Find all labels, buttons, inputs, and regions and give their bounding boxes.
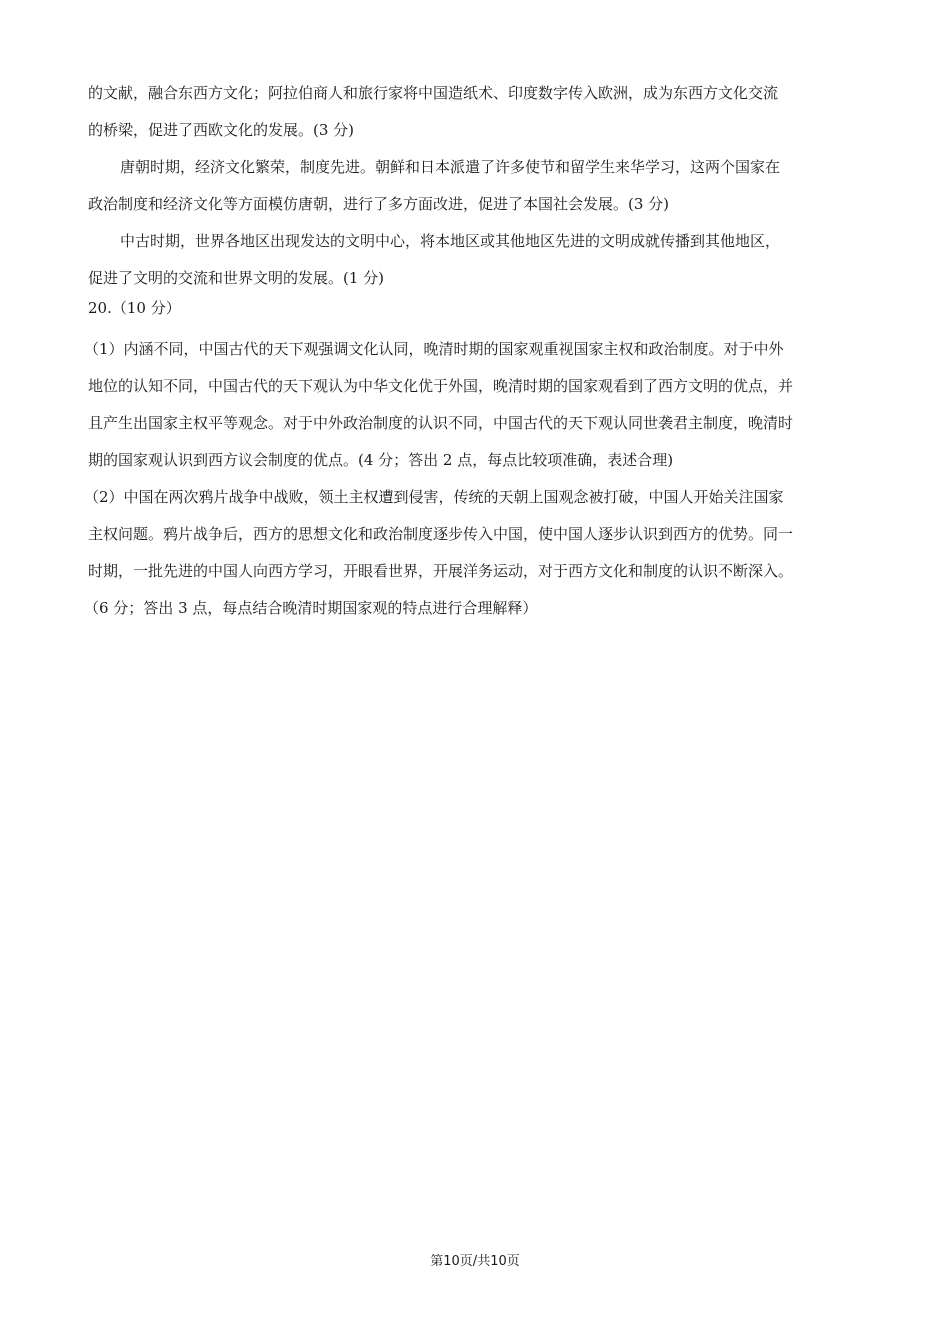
page-number: 第10页/共10页 (430, 1254, 520, 1269)
text-line: 地位的认知不同，中国古代的天下观认为中华文化优于外国，晚清时期的国家观看到了西方文明的优点，并 (88, 377, 794, 395)
text-line: 政治制度和经济文化等方面模仿唐朝，进行了多方面改进，促进了本国社会发展。(3 分) (88, 195, 670, 213)
answer-part-2: （2）中国在两次鸦片战争中战败，领土主权遭到侵害，传统的天朝上国观念被打破，中国人开始关注国家 (84, 488, 784, 506)
text-line: 主权问题。鸦片战争后，西方的思想文化和政治制度逐步传入中国，使中国人逐步认识到西方的优势。同一 (88, 525, 794, 543)
paragraph-start: 中古时期，世界各地区出现发达的文明中心，将本地区或其他地区先进的文明成就传播到其他地区， (120, 232, 781, 250)
text-line: 且产生出国家主权平等观念。对于中外政治制度的认识不同，中国古代的天下观认同世袭君主制度，晚清时 (88, 414, 794, 432)
text-line: 期的国家观认识到西方议会制度的优点。(4 分；答出 2 点，每点比较项准确，表述合理) (88, 451, 674, 469)
paragraph-start: 唐朝时期，经济文化繁荣，制度先进。朝鲜和日本派遣了许多使节和留学生来华学习，这两个国家在 (120, 158, 781, 176)
question-heading: 20.（10 分） (88, 299, 181, 317)
text-line: （6 分；答出 3 点，每点结合晚清时期国家观的特点进行合理解释） (84, 599, 538, 617)
text-line: 的文献，融合东西方文化；阿拉伯商人和旅行家将中国造纸术、印度数字传入欧洲，成为东西方文化交流 (88, 84, 779, 102)
text-line: 促进了文明的交流和世界文明的发展。(1 分) (88, 269, 385, 287)
answer-part-1: （1）内涵不同，中国古代的天下观强调文化认同，晚清时期的国家观重视国家主权和政治制度。对于中外 (84, 340, 784, 358)
text-line: 时期，一批先进的中国人向西方学习，开眼看世界，开展洋务运动，对于西方文化和制度的认识不断深入。 (88, 562, 794, 580)
text-line: 的桥梁，促进了西欧文化的发展。(3 分) (88, 121, 355, 139)
